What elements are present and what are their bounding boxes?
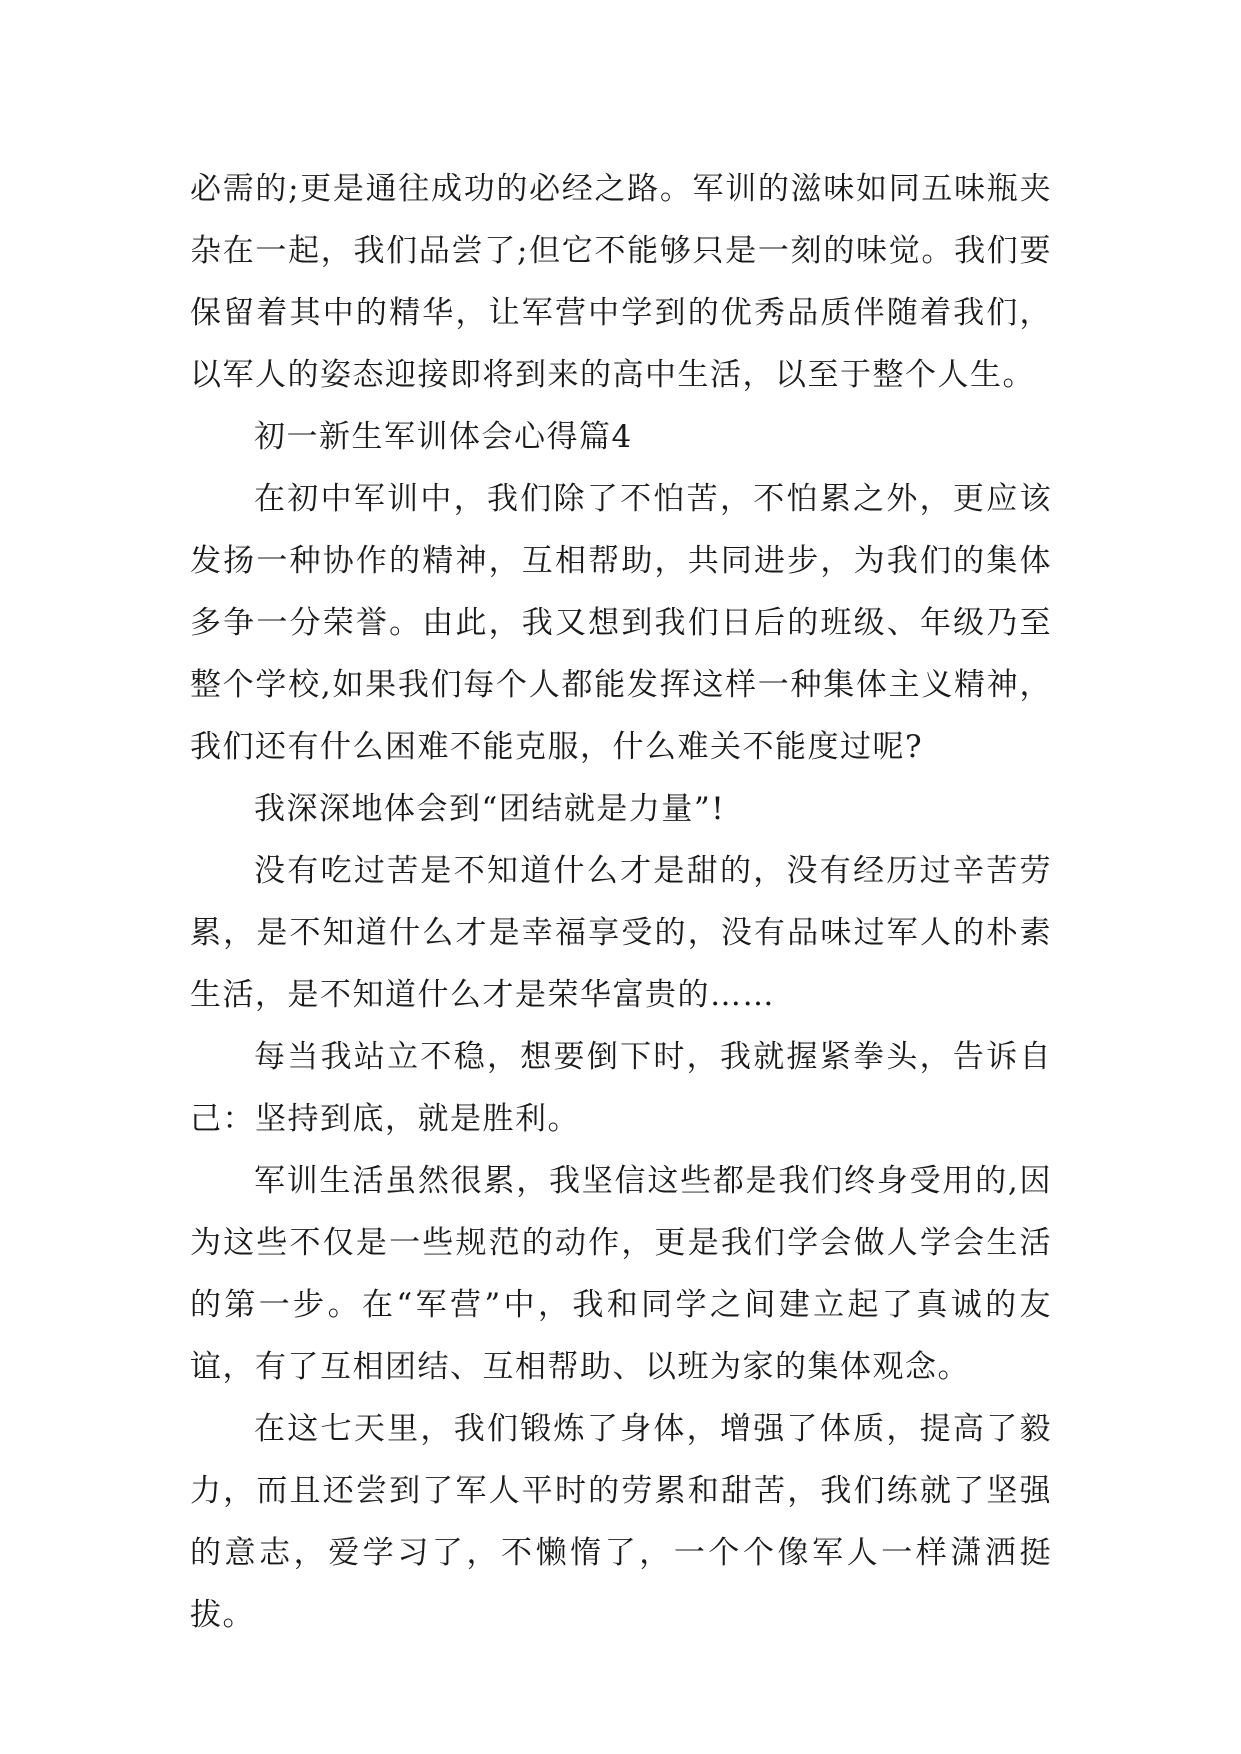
paragraph: 没有吃过苦是不知道什么才是甜的，没有经历过辛苦劳累，是不知道什么才是幸福享受的，没有品味过军人的朴素生活，是不知道什么才是荣华富贵的…… (190, 853, 1052, 1013)
paragraph: 每当我站立不稳，想要倒下时，我就握紧拳头，告诉自己：坚持到底，就是胜利。 (190, 1039, 1052, 1137)
section-heading: 初一新生军训体会心得篇4 (254, 419, 633, 455)
paragraph: 在初中军训中，我们除了不怕苦，不怕累之外，更应该发扬一种协作的精神，互相帮助，共同进步，为我们的集体多争一分荣誉。由此，我又想到我们日后的班级、年级乃至整个学校,如果我们每个人都能发挥这样一种集体主义精神，我们还有什么困难不能克服，什么难关不能度过呢? (190, 481, 1052, 765)
paragraph: 在这七天里，我们锻炼了身体，增强了体质，提高了毅力，而且还尝到了军人平时的劳累和甜苦，我们练就了坚强的意志，爱学习了，不懒惰了，一个个像军人一样潇洒挺拔。 (190, 1411, 1052, 1633)
paragraph: 我深深地体会到“团结就是力量”! (254, 791, 726, 827)
document-body (190, 158, 1052, 1646)
paragraph: 军训生活虽然很累，我坚信这些都是我们终身受用的,因为这些不仅是一些规范的动作，更是我们学会做人学会生活的第一步。在“军营”中，我和同学之间建立起了真诚的友谊，有了互相团结、互相帮助、以班为家的集体观念。 (190, 1163, 1052, 1385)
paragraph-continuation: 必需的;更是通往成功的必经之路。军训的滋味如同五味瓶夹杂在一起，我们品尝了;但它不能够只是一刻的味觉。我们要保留着其中的精华，让军营中学到的优秀品质伴随着我们，以军人的姿态迎接即将到来的高中生活，以至于整个人生。 (190, 171, 1052, 393)
